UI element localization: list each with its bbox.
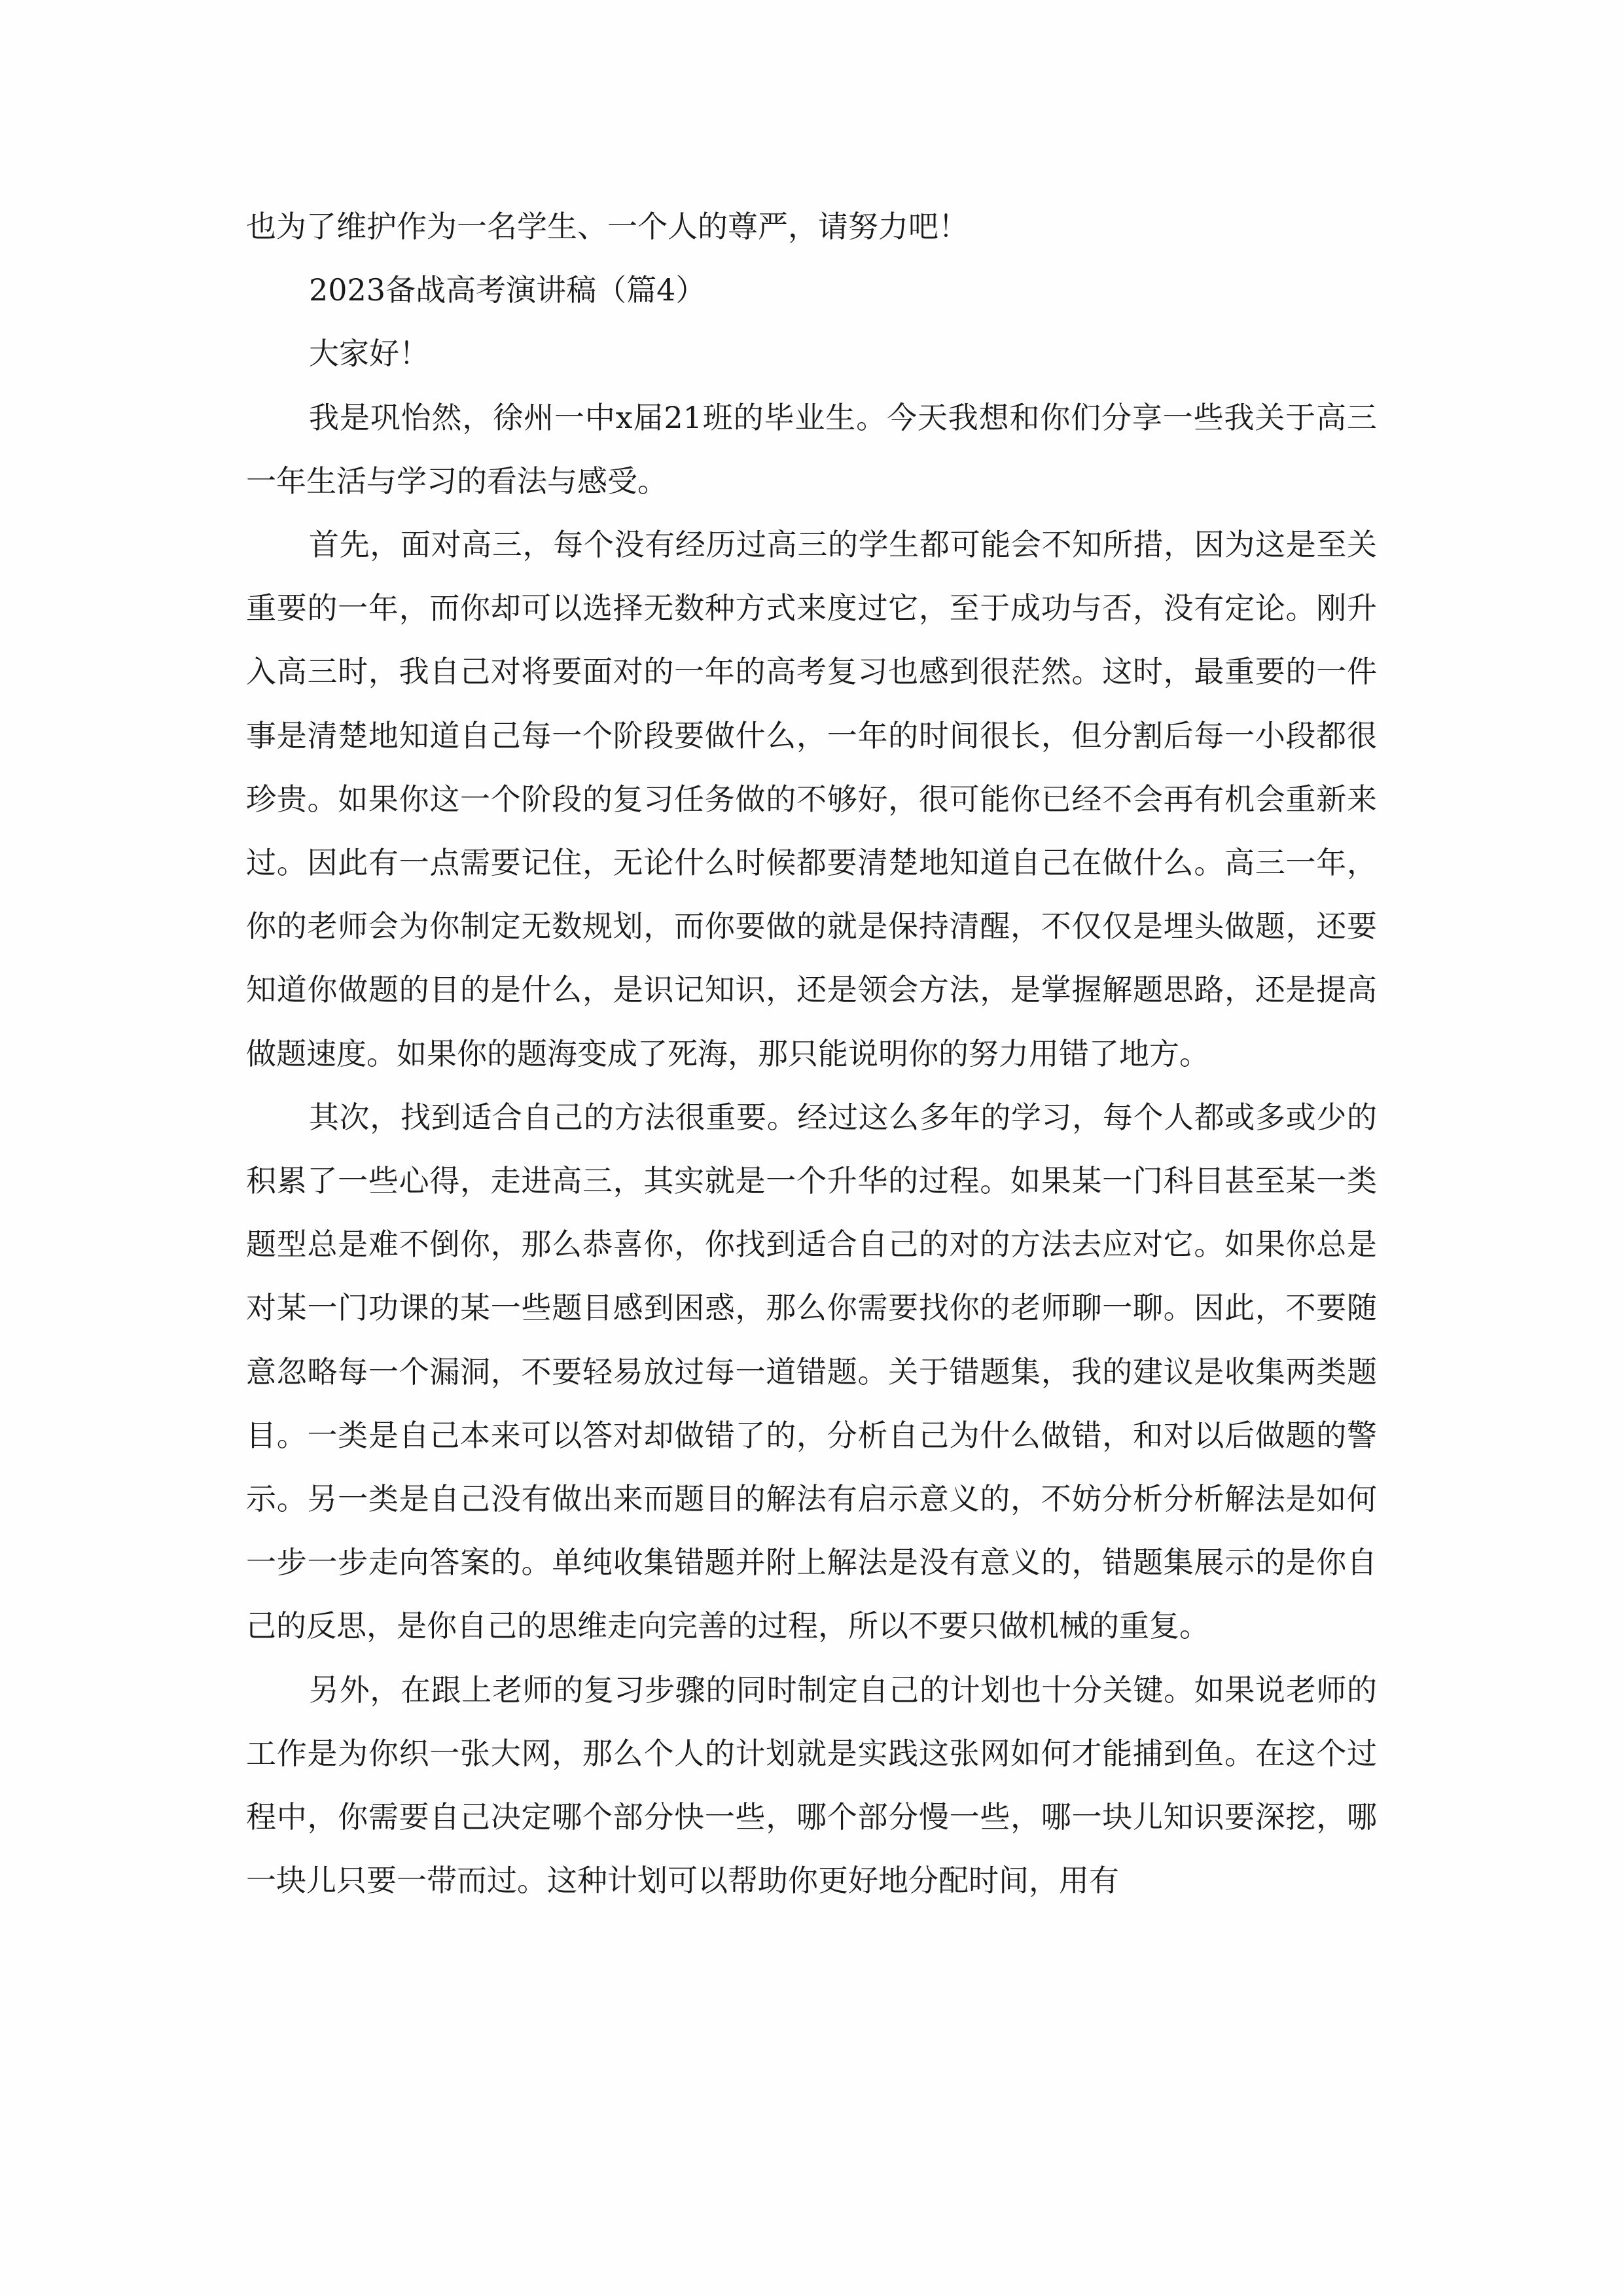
paragraph-third: 另外，在跟上老师的复习步骤的同时制定自己的计划也十分关键。如果说老师的工作是为你织一张大网，那么个人的计划就是实践这张网如何才能捕到鱼。在这个过程中，你需要自己决定哪个部分快一些，哪个部分慢一些，哪一块儿知识要深挖，哪一块儿只要一带而过。这种计划可以帮助你更好地分配时间，用有 xyxy=(246,1672,1377,1899)
paragraph-second: 其次，找到适合自己的方法很重要。经过这么多年的学习，每个人都或多或少的积累了一些心得，走进高三，其实就是一个升华的过程。如果某一门科目甚至某一类题型总是难不倒你，那么恭喜你，你找到适合自己的对的方法去应对它。如果你总是对某一门功课的某一些题目感到困惑，那么你需要找你的老师聊一聊。因此，不要随意忽略每一个漏洞，不要轻易放过每一道错题。关于错题集，我的建议是收集两类题目。一类是自己本来可以答对却做错了的，分析自己为什么做错，和对以后做题的警示。另一类是自己没有做出来而题目的解法有启示意义的，不妨分析分析解法是如何一步一步走向答案的。单纯收集错题并附上解法是没有意义的，错题集展示的是你自己的反思，是你自己的思维走向完善的过程，所以不要只做机械的重复。 xyxy=(246,1099,1377,1644)
greeting: 大家好！ xyxy=(309,336,429,372)
document-body xyxy=(246,195,1377,1912)
section-title: 2023备战高考演讲稿（篇4） xyxy=(309,272,706,308)
paragraph-first: 首先，面对高三，每个没有经历过高三的学生都可能会不知所措，因为这是至关重要的一年，而你却可以选择无数种方式来度过它，至于成功与否，没有定论。刚升入高三时，我自己对将要面对的一年的高考复习也感到很茫然。这时，最重要的一件事是清楚地知道自己每一个阶段要做什么，一年的时间很长，但分割后每一小段都很珍贵。如果你这一个阶段的复习任务做的不够好，很可能你已经不会再有机会重新来过。因此有一点需要记住，无论什么时候都要清楚地知道自己在做什么。高三一年，你的老师会为你制定无数规划，而你要做的就是保持清醒，不仅仅是埋头做题，还要知道你做题的目的是什么，是识记知识，还是领会方法，是掌握解题思路，还是提高做题速度。如果你的题海变成了死海，那只能说明你的努力用错了地方。 xyxy=(246,527,1377,1071)
paragraph-intro: 我是巩怡然，徐州一中x届21班的毕业生。今天我想和你们分享一些我关于高三一年生活与学习的看法与感受。 xyxy=(246,399,1377,499)
continuation-paragraph: 也为了维护作为一名学生、一个人的尊严，请努力吧！ xyxy=(246,209,969,244)
